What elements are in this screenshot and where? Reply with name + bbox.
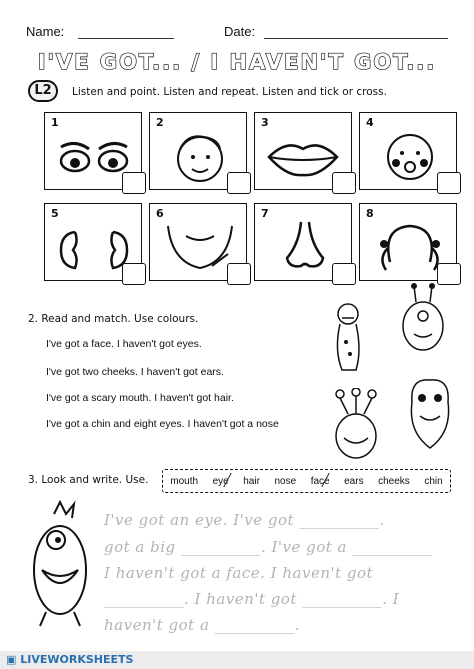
tick-box-4[interactable]	[437, 172, 461, 194]
word-eye: eye	[212, 475, 229, 487]
word-face: face	[310, 475, 330, 487]
word-nose: nose	[274, 475, 297, 487]
writing-line-5[interactable]: haven't got a __________.	[104, 616, 300, 634]
name-field[interactable]	[78, 38, 174, 39]
picture-number: 5	[51, 207, 59, 220]
picture-box-4	[359, 112, 457, 190]
word-hair: hair	[243, 475, 260, 487]
writing-line-4[interactable]: __________. I haven't got __________. I	[104, 590, 400, 608]
writing-line-2[interactable]: got a big __________. I've got a __________	[104, 538, 433, 556]
word-bank	[162, 469, 451, 493]
tick-box-1[interactable]	[122, 172, 146, 194]
picture-number: 7	[261, 207, 269, 220]
picture-box-8	[359, 203, 457, 281]
monster-1-icon[interactable]	[326, 300, 372, 374]
name-label: Name:	[26, 24, 65, 39]
picture-box-5	[44, 203, 142, 281]
match-sentence-1[interactable]: I've got a face. I haven't got eyes.	[46, 338, 202, 350]
word-chin: chin	[424, 475, 443, 487]
monster-3-icon[interactable]	[330, 388, 382, 462]
tick-box-2[interactable]	[227, 172, 251, 194]
picture-number: 6	[156, 207, 164, 220]
monster-2-icon[interactable]	[396, 282, 450, 356]
writing-line-3[interactable]: I haven't got a face. I haven't got	[104, 564, 374, 582]
tick-box-3[interactable]	[332, 172, 356, 194]
word-ears: ears	[344, 475, 364, 487]
picture-box-1	[44, 112, 142, 190]
picture-box-2	[149, 112, 247, 190]
monster-4-icon[interactable]	[404, 372, 456, 452]
tick-box-6[interactable]	[227, 263, 251, 285]
section1-instruction: Listen and point. Listen and repeat. Listen and tick or cross.	[72, 86, 387, 98]
footer-bar	[0, 651, 474, 669]
page-title: I'VE GOT... / I HAVEN'T GOT...	[37, 50, 437, 74]
level-badge: L2	[28, 80, 58, 102]
tick-box-5[interactable]	[122, 263, 146, 285]
picture-box-6	[149, 203, 247, 281]
match-sentence-4[interactable]: I've got a chin and eight eyes. I haven't got a nose	[46, 418, 279, 430]
section3-heading: 3. Look and write. Use.	[28, 474, 149, 486]
section2-heading: 2. Read and match. Use colours.	[28, 313, 199, 325]
parrot-monster-icon	[26, 500, 96, 630]
match-sentence-3[interactable]: I've got a scary mouth. I haven't got hair.	[46, 392, 234, 404]
picture-number: 3	[261, 116, 269, 129]
word-cheeks: cheeks	[378, 475, 410, 487]
date-field[interactable]	[264, 38, 448, 39]
liveworksheets-logo-icon: ▣	[6, 653, 17, 666]
brand-label: LIVEWORKSHEETS	[20, 653, 134, 666]
tick-box-7[interactable]	[332, 263, 356, 285]
writing-line-1[interactable]: I've got an eye. I've got __________.	[104, 511, 385, 529]
picture-box-7	[254, 203, 352, 281]
match-sentence-2[interactable]: I've got two cheeks. I haven't got ears.	[46, 366, 224, 378]
date-label: Date:	[224, 24, 256, 39]
picture-box-3	[254, 112, 352, 190]
picture-number: 1	[51, 116, 59, 129]
word-mouth: mouth	[170, 475, 199, 487]
picture-number: 2	[156, 116, 164, 129]
picture-number: 8	[366, 207, 374, 220]
picture-number: 4	[366, 116, 374, 129]
